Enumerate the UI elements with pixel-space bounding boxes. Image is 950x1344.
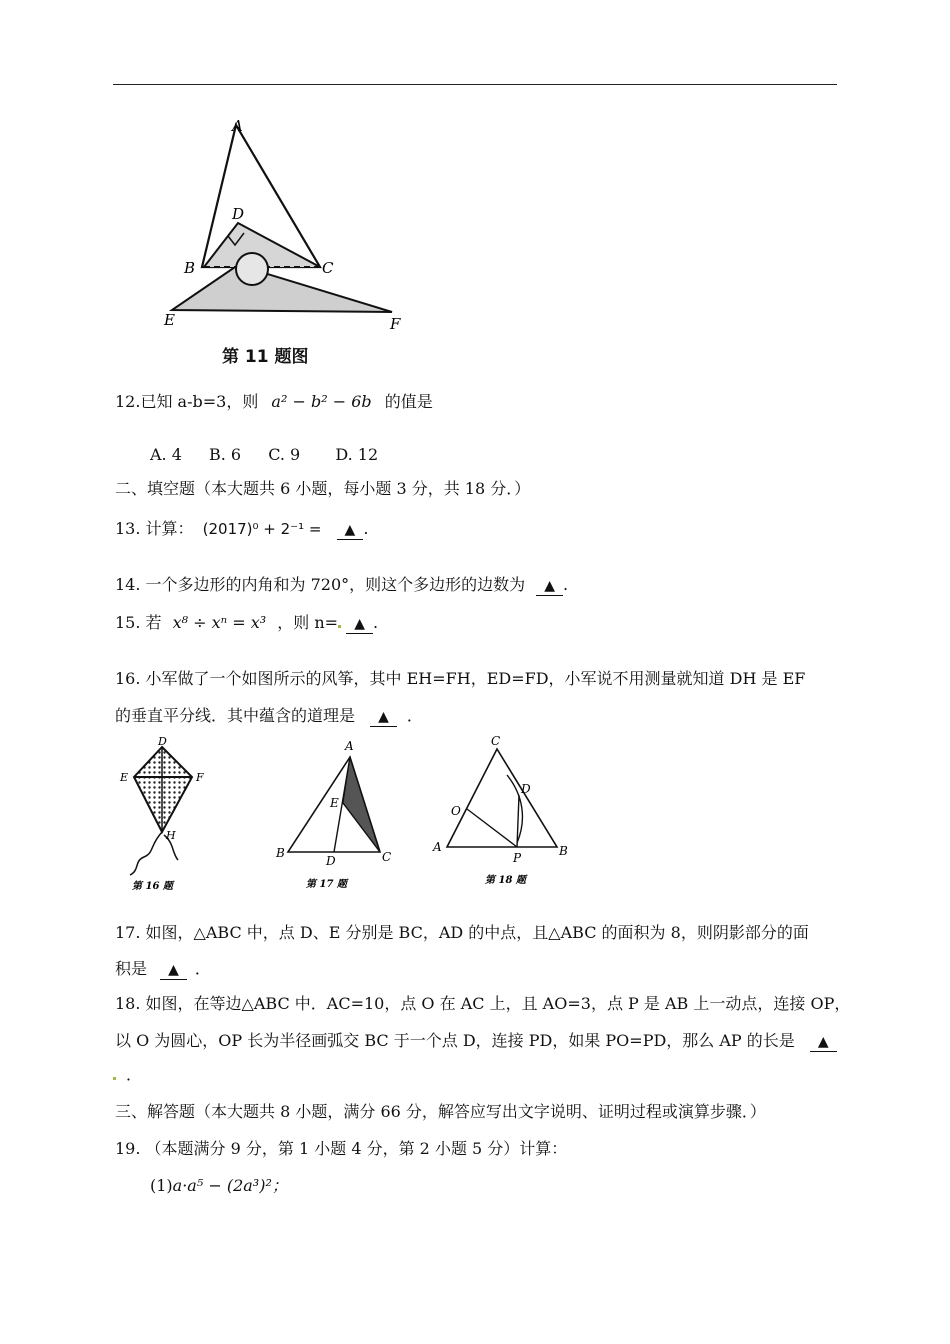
label-e: E	[164, 311, 175, 329]
label-d: D	[326, 854, 336, 868]
q17-text: 积是	[115, 959, 148, 978]
q15-mid: ，则 n=	[277, 613, 339, 632]
q12-option-a: A. 4	[150, 445, 182, 464]
q18-end-line	[113, 1064, 142, 1086]
label-b: B	[276, 846, 285, 860]
triangle-abc	[447, 749, 557, 847]
triangle-shaded-region	[172, 265, 392, 312]
question-14	[115, 574, 568, 596]
question-12	[115, 391, 433, 413]
q12-option-d: D. 12	[335, 445, 379, 464]
label-f: F	[390, 315, 401, 333]
q13-expression: (2017)⁰ + 2⁻¹ =	[202, 520, 322, 538]
figure-18	[425, 735, 585, 895]
q18-answer-blank: ▲	[810, 1033, 837, 1052]
label-d: D	[521, 782, 531, 796]
circle-hole	[236, 253, 268, 285]
q16-text: 的垂直平分线．其中蕴含的道理是	[115, 706, 356, 725]
stray-dot	[338, 625, 341, 628]
header-rule	[113, 84, 837, 85]
figure-17-caption: 第 17 题	[306, 879, 347, 890]
label-p: P	[513, 851, 522, 865]
label-d: D	[232, 205, 245, 223]
question-19-part-1	[150, 1175, 288, 1197]
q14-text: 14. 一个多边形的内角和为 720°，则这个多边形的边数为	[115, 575, 526, 594]
label-b: B	[184, 259, 196, 277]
q16-answer-blank: ▲	[370, 708, 397, 727]
q15-end: .	[372, 613, 379, 632]
q17-answer-blank: ▲	[160, 961, 187, 980]
question-18-line-2	[115, 1030, 837, 1052]
q18-text: 以 O 为圆心，OP 长为半径画弧交 BC 于一个点 D，连接 PD，如果 PO=PD，那么 AP 的长是	[115, 1031, 795, 1050]
label-f: F	[196, 771, 204, 784]
figure-11	[160, 115, 420, 375]
label-o: O	[451, 804, 461, 818]
figure-16-caption: 第 16 题	[132, 881, 173, 892]
question-13	[115, 518, 368, 540]
q15-expression: x⁸ ÷ xⁿ = x³	[172, 613, 267, 632]
q16-end: ．	[406, 706, 423, 725]
label-c: C	[491, 735, 501, 748]
question-18-line-1: 18. 如图，在等边△ABC 中．AC=10，点 O 在 AC 上，且 AO=3，点 P 是 AB 上一动点，连接 OP，	[115, 994, 851, 1013]
q12-number: 12.	[115, 392, 141, 411]
section-3-heading: 三、解答题（本大题共 8 小题，满分 66 分，解答应写出文字说明、证明过程或演算步骤．）	[115, 1102, 766, 1121]
q13-answer-blank: ▲	[337, 521, 364, 540]
question-17-line-1: 17. 如图，△ABC 中，点 D、E 分别是 BC，AD 的中点，且△ABC 的面积为 8，则阴影部分的面	[115, 923, 809, 942]
label-a: A	[345, 739, 354, 753]
stray-dot	[113, 1077, 116, 1080]
q12-prefix: 已知 a-b=3，则	[140, 392, 259, 411]
q19-part1-label: (1)	[150, 1176, 173, 1195]
q18-end: ．	[126, 1065, 143, 1084]
q12-expression: a² − b² − 6b	[271, 392, 372, 411]
kite-string-left	[130, 832, 162, 875]
q13-end: .	[363, 519, 369, 538]
label-d: D	[158, 735, 167, 748]
q12-option-b: B. 6	[209, 445, 242, 464]
q15-prefix: 15. 若	[115, 613, 162, 632]
question-16-line-1: 16. 小军做了一个如图所示的风筝，其中 EH=FH，ED=FD，小军说不用测量就知道 DH 是 EF	[115, 669, 806, 688]
q14-end: .	[563, 575, 569, 594]
q13-text: 13. 计算：	[115, 519, 194, 538]
q12-suffix: 的值是	[384, 392, 433, 411]
question-16-line-2	[115, 705, 423, 727]
segment-op	[467, 809, 517, 847]
shaded-region	[343, 757, 380, 852]
q14-answer-blank: ▲	[536, 577, 563, 596]
label-c: C	[322, 259, 334, 277]
question-15	[115, 612, 378, 634]
label-c: C	[382, 850, 392, 864]
label-b: B	[559, 844, 568, 858]
figure-18-caption: 第 18 题	[485, 875, 526, 886]
q12-options	[150, 444, 378, 466]
q19-part1-expression: a·a⁵ − (2a³)²；	[172, 1176, 288, 1195]
label-e: E	[330, 796, 339, 810]
label-e: E	[120, 771, 129, 784]
figure-16	[112, 735, 227, 895]
q12-option-c: C. 9	[268, 445, 301, 464]
figure-17	[268, 735, 408, 895]
kite-body	[134, 747, 192, 832]
q17-end: ．	[194, 959, 211, 978]
section-2-heading: 二、填空题（本大题共 6 小题，每小题 3 分，共 18 分．）	[115, 479, 531, 498]
q15-answer-blank: ▲	[346, 615, 373, 634]
figure-11-caption: 第 11 题图	[222, 347, 309, 367]
label-a: A	[232, 117, 243, 135]
question-17-line-2	[115, 958, 211, 980]
label-a: A	[433, 840, 442, 854]
label-h: H	[166, 829, 176, 842]
question-19: 19. （本题满分 9 分，第 1 小题 4 分，第 2 小题 5 分）计算：	[115, 1139, 568, 1158]
